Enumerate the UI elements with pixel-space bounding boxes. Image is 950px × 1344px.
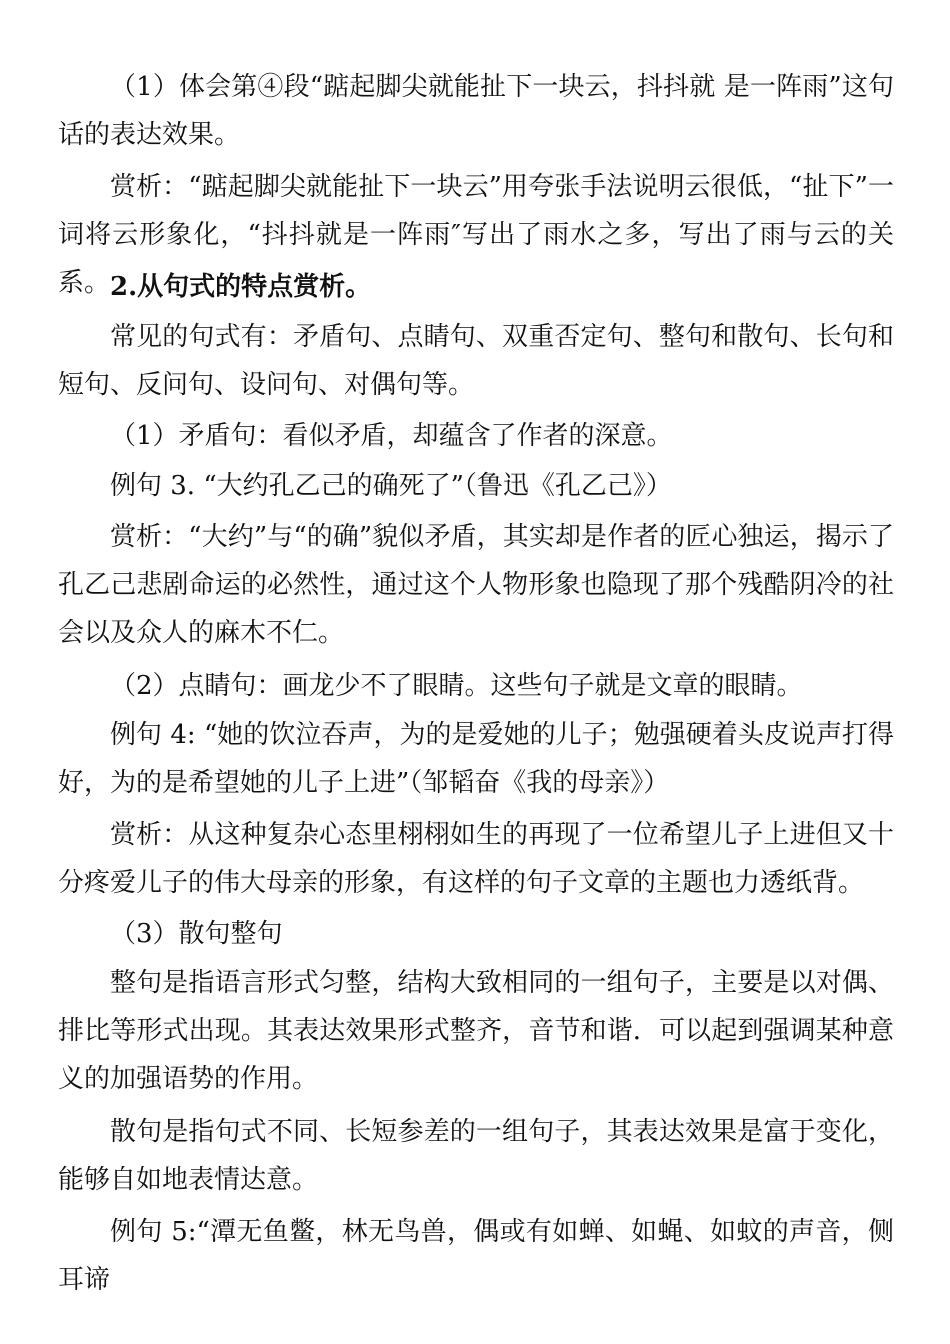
paragraph-heading-scattered-whole: （3）散句整句 (110, 919, 283, 949)
paragraph-whole-sentence: 整句是指语言形式匀整，结构大致相同的一组句子，主要是以对偶、排比等形式出现。其表达效果形式整齐，音节和谐．可以起到强调某种意义的加强语势的作用。 (58, 968, 894, 1094)
paragraph-contradiction-sentence: （1）矛盾句：看似矛盾，却蕴含了作者的深意。 (110, 421, 673, 451)
paragraph-analysis-3: 赏析：“大约”与“的确”貌似矛盾，其实却是作者的匠心独运，揭示了孔乙己悲剧命运的必然性，通过这个人物形象也隐现了那个残酷阴冷的社会以及众人的麻木不仁。 (58, 522, 894, 648)
paragraph-example-4: 例句 4: “她的饮泣吞声，为的是爱她的儿子；勉强硬着头皮说声打得好，为的是希望她的儿子上进”（邹韬奋《我的母亲》） (58, 720, 894, 798)
section-heading-2: 2.从句式的特点赏析。 (110, 272, 372, 302)
paragraph-example-3: 例句 3. “大约孔乙己的确死了”（鲁迅《孔乙己》） (110, 471, 672, 501)
paragraph-analysis-1: 赏析：“踮起脚尖就能扯下一块云”用夸张手法说明云很低，“扯下”一词将云形象化，“抖抖就是一阵雨″写出了雨水之多，写出了雨与云的关系。 (58, 172, 894, 298)
paragraph-common-sentence-types: 常见的句式有：矛盾句、点睛句、双重否定句、整句和散句、长句和短句、反问句、设问句、对偶句等。 (58, 322, 894, 400)
paragraph-example-5: 例句 5:“潭无鱼鳖，林无鸟兽，偶或有如蝉、如蝇、如蚊的声音，侧耳谛 (58, 1217, 894, 1295)
paragraph-question-1: （1）体会第④段“踮起脚尖就能扯下一块云，抖抖就 是一阵雨”这句话的表达效果。 (58, 72, 894, 150)
paragraph-scattered-sentence: 散句是指句式不同、长短参差的一组句子，其表达效果是富于变化，能够自如地表情达意。 (58, 1117, 894, 1195)
paragraph-eye-sentence: （2）点睛句：画龙少不了眼睛。这些句子就是文章的眼睛。 (110, 671, 803, 701)
paragraph-analysis-4: 赏析：从这种复杂心态里栩栩如生的再现了一位希望儿子上进但又十分疼爱儿子的伟大母亲的形象，有这样的句子文章的主题也力透纸背。 (58, 820, 894, 898)
